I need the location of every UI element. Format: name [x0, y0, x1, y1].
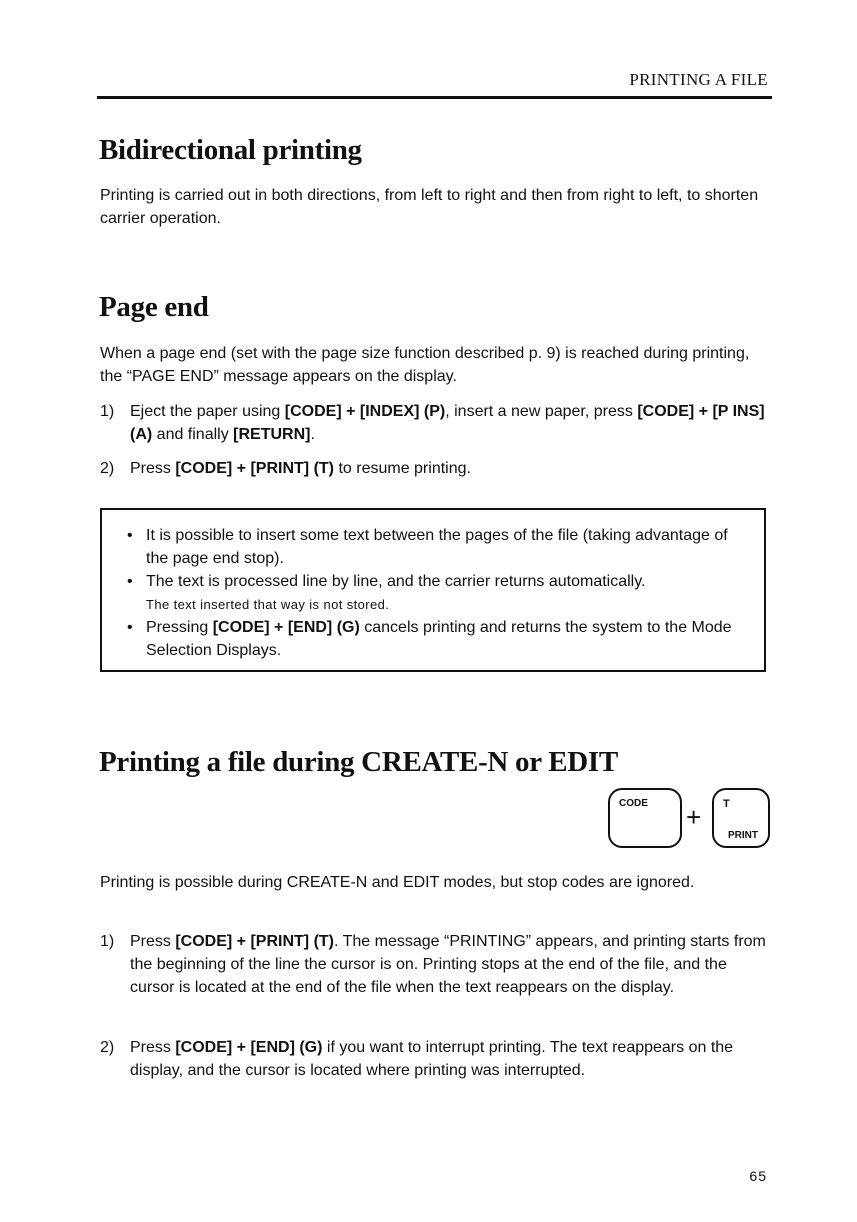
note-text: Pressing: [146, 619, 213, 636]
step-number: 1): [100, 403, 115, 420]
step-number: 2): [100, 1039, 115, 1056]
step-text-part: if you want to interrupt printing. The text reappears on the display, and the cursor is located where printing was interrupted.: [130, 1039, 734, 1079]
page-end-step-1: [100, 400, 772, 446]
key-combo: [RETURN]: [233, 426, 311, 443]
note-box: [100, 508, 766, 672]
step-text-part: and finally: [152, 426, 234, 443]
key-label: PRINT: [728, 830, 758, 841]
step-text: [130, 457, 772, 480]
page-end-step-2: [100, 457, 772, 480]
create-edit-step-1: [100, 930, 772, 999]
running-header: PRINTING A FILE: [629, 70, 768, 89]
step-text-part: . The message “PRINTING” appears, and printing starts from the beginning of the line the cursor is on. Printing stops at the end of the file, and the cursor is located at the end of the file when the text reappears on the display.: [130, 933, 766, 996]
step-text-part: Press: [130, 1039, 176, 1056]
key-label: T: [723, 798, 730, 810]
step-text: [130, 1036, 772, 1082]
key-combo: [CODE] + [P INS] (A): [130, 403, 765, 443]
note-item-1: [102, 524, 764, 570]
note-item-2: [102, 570, 764, 616]
step-number: 1): [100, 933, 115, 950]
step-text-part: Press: [130, 460, 176, 477]
paragraph-page-end: When a page end (set with the page size function described p. 9) is reached during printing, the “PAGE END” message appears on the display.: [100, 345, 750, 385]
bullet-icon: •: [127, 619, 133, 636]
key-combo: [CODE] + [PRINT] (T): [175, 460, 334, 477]
note-item-3: [102, 616, 764, 662]
paragraph-create-edit: Printing is possible during CREATE-N and EDIT modes, but stop codes are ignored.: [100, 874, 695, 891]
step-text-part: Eject the paper using: [130, 403, 285, 420]
key-combo: [CODE] + [PRINT] (T): [175, 933, 334, 950]
step-number: 2): [100, 460, 115, 477]
key-combo: [CODE] + [END] (G): [212, 619, 360, 636]
step-text-part: Press: [130, 933, 176, 950]
key-label: CODE: [619, 798, 648, 809]
header-rule: [97, 96, 772, 99]
step-text-part: .: [310, 426, 315, 443]
heading-bidirectional: Bidirectional printing: [99, 134, 362, 166]
note-small-text: The text inserted that way is not stored.: [146, 597, 390, 612]
step-text: [130, 400, 772, 446]
paragraph-bidirectional: Printing is carried out in both directions, from left to right and then from right to left, to shorten carrier operation.: [100, 187, 759, 227]
step-text-part: to resume printing.: [334, 460, 471, 477]
key-combo: [CODE] + [INDEX] (P): [284, 403, 446, 420]
note-text: It is possible to insert some text between the pages of the file (taking advantage of the page end stop).: [146, 527, 728, 567]
heading-create-edit: Printing a file during CREATE-N or EDIT: [99, 746, 618, 778]
plus-icon: +: [686, 802, 702, 832]
page-number: 65: [749, 1168, 767, 1184]
key-diagram: [608, 788, 770, 850]
heading-page-end: Page end: [99, 291, 209, 323]
code-key-icon: [608, 788, 682, 848]
step-text: [130, 930, 772, 999]
print-key-icon: [712, 788, 770, 848]
key-combo: [CODE] + [END] (G): [175, 1039, 323, 1056]
create-edit-step-2: [100, 1036, 772, 1082]
bullet-icon: •: [127, 573, 133, 590]
note-text: cancels printing and returns the system to the Mode Selection Displays.: [146, 619, 732, 659]
note-text: The text is processed line by line, and the carrier returns automatically.: [146, 573, 646, 590]
bullet-icon: •: [127, 527, 133, 544]
step-text-part: , insert a new paper, press: [445, 403, 638, 420]
